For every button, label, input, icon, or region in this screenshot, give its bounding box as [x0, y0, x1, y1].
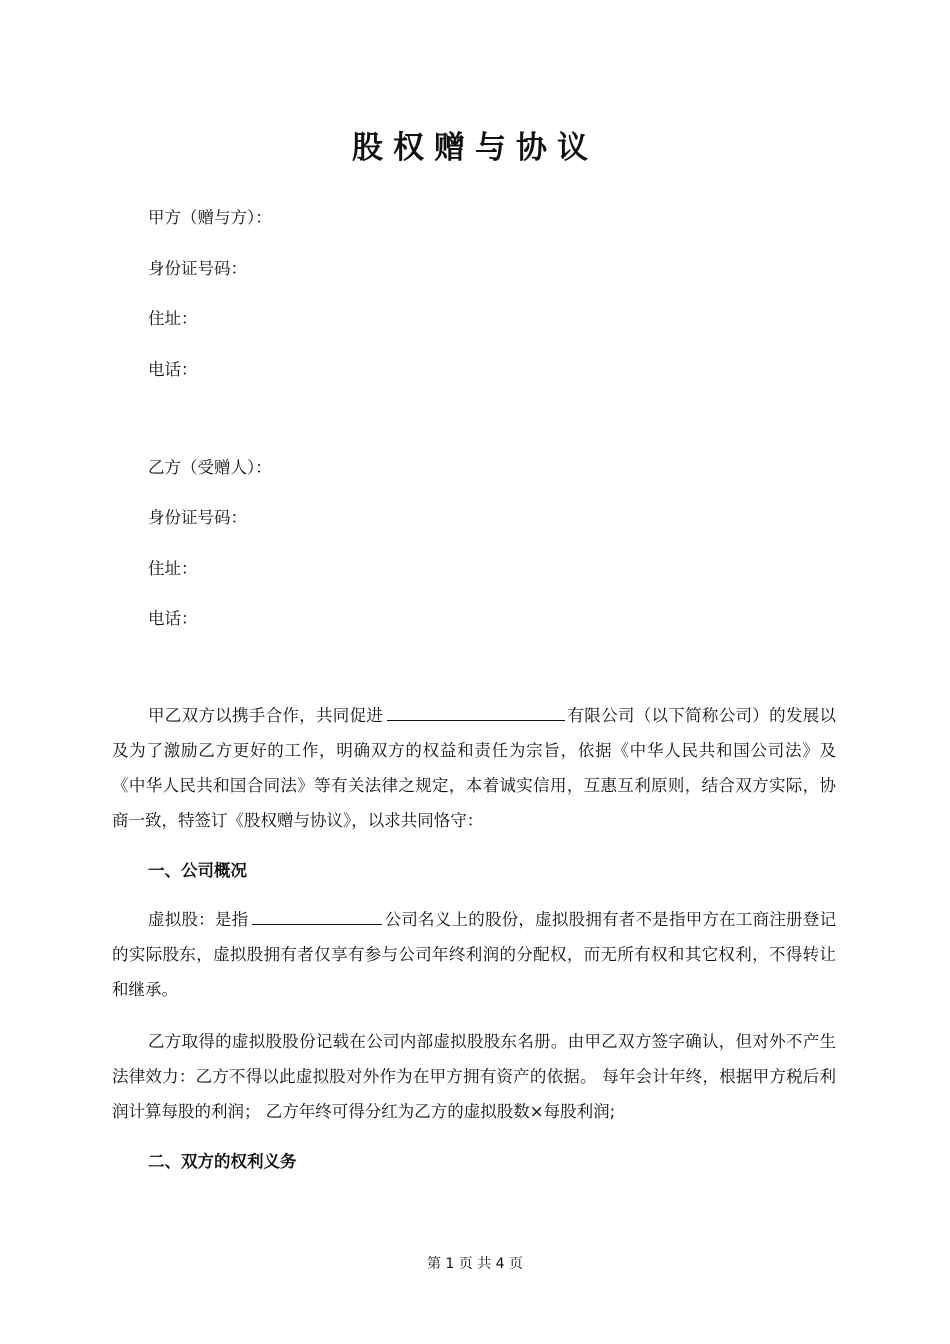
definition-text-end: 公司名义上的股份，虚拟股拥有者不是指甲方在工商注册登记的实际股东，虚拟股拥有者仅享有参与公司年终利润的分配权，而无所有权和其它权利，不得转让和继承。 [112, 910, 837, 999]
preamble-text-start: 甲乙双方以携手合作，共同促进 [148, 706, 384, 725]
section-2-heading: 二、双方的权利义务 [148, 1152, 297, 1171]
party-a-id-label: 身份证号码： [148, 259, 247, 278]
company-name-blank [387, 702, 565, 721]
definition-text-start: 虚拟股：是指 [148, 910, 249, 929]
section-1-heading: 一、公司概况 [148, 861, 247, 880]
party-b-id-label: 身份证号码： [148, 508, 247, 527]
party-a-phone-label: 电话： [148, 360, 198, 379]
preamble-paragraph [112, 698, 836, 838]
virtual-share-definition [112, 902, 836, 1007]
party-b-name-label: 乙方（受赠人）： [148, 458, 272, 477]
party-b-phone-label: 电话： [148, 609, 198, 628]
company-name-blank-2 [252, 906, 382, 925]
party-a-name-label: 甲方（赠与方）： [148, 208, 272, 227]
document-title: 股权赠与协议 [352, 130, 598, 166]
party-b-address-label: 住址： [148, 559, 198, 578]
party-a-address-label: 住址： [148, 309, 198, 328]
page-number: 第 1 页 共 4 页 [426, 1256, 524, 1272]
virtual-share-registration: 乙方取得的虚拟股股份记载在公司内部虚拟股股东名册。由甲乙双方签字确认，但对外不产生法律效力：乙方不得以此虚拟股对外作为在甲方拥有资产的依据。 每年会计年终，根据甲方税后利润计算每股的利润； 乙方年终可得分红为乙方的虚拟股数×每股利润; [112, 1032, 836, 1121]
preamble-text-end: 有限公司（以下简称公司）的发展以及为了激励乙方更好的工作，明确双方的权益和责任为宗旨，依据《中华人民共和国公司法》及《中华人民共和国合同法》等有关法律之规定，本着诚实信用，互惠互利原则，结合双方实际，协商一致，特签订《股权赠与协议》，以求共同恪守： [112, 706, 837, 830]
